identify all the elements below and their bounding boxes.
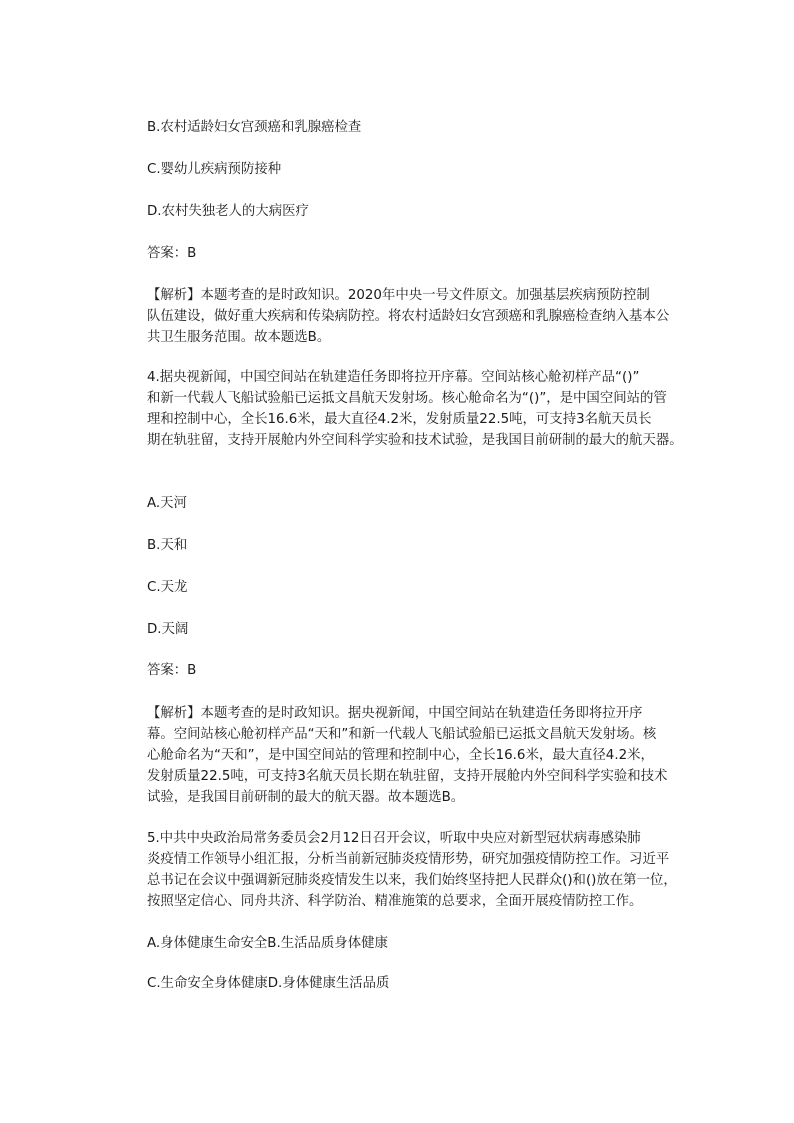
- q3-option-b: B.农村适龄妇女宫颈癌和乳腺癌检查: [147, 120, 362, 135]
- q3-analysis-line: 共卫生服务范围。故本题选B。: [147, 330, 331, 345]
- q4-question-line: 期在轨驻留，支持开展舱内外空间科学实验和技术试验，是我国目前研制的最大的航天器。: [147, 433, 683, 448]
- q4-option-b: B.天和: [147, 538, 188, 553]
- q3-answer: 答案：B: [147, 246, 197, 261]
- q3-option-d: D.农村失独老人的大病医疗: [147, 204, 309, 219]
- q4-answer: 答案：B: [147, 663, 197, 678]
- q4-analysis-line: 【解析】本题考查的是时政知识。据央视新闻，中国空间站在轨建造任务即将拉开序: [147, 706, 643, 721]
- q4-analysis-line: 心舱命名为“天和”，是中国空间站的管理和控制中心，全长16.6米，最大直径4.2米，: [147, 748, 654, 763]
- q5-question-line: 总书记在会议中强调新冠肺炎疫情发生以来，我们始终坚持把人民群众()和()放在第一位，: [147, 873, 677, 888]
- q4-option-d: D.天阔: [147, 622, 189, 637]
- q5-question-line: 炎疫情工作领导小组汇报，分析当前新冠肺炎疫情形势，研究加强疫情防控工作。习近平: [147, 852, 670, 867]
- q3-analysis-line: 【解析】本题考查的是时政知识。2020年中央一号文件原文。加强基层疾病预防控制: [147, 288, 650, 303]
- q5-question-line: 按照坚定信心、同舟共济、科学防治、精准施策的总要求，全面开展疫情防控工作。: [147, 894, 643, 909]
- q4-analysis-line: 试验，是我国目前研制的最大的航天器。故本题选B。: [147, 790, 465, 805]
- q4-option-a: A.天河: [147, 496, 187, 511]
- q5-question-line: 5.中共中央政治局常务委员会2月12日召开会议，听取中央应对新型冠状病毒感染肺: [147, 831, 641, 846]
- q4-analysis-line: 幕。空间站核心舱初样产品“天和”和新一代载人飞船试验船已运抵文昌航天发射场。核: [147, 727, 657, 742]
- q4-question-line: 和新一代载人飞船试验船已运抵文昌航天发射场。核心舱命名为“()”，是中国空间站的管: [147, 391, 667, 406]
- q4-option-c: C.天龙: [147, 580, 188, 595]
- q5-options-cd: C.生命安全身体健康D.身体健康生活品质: [147, 976, 390, 991]
- q4-question-line: 4.据央视新闻，中国空间站在轨建造任务即将拉开序幕。空间站核心舱初样产品“()”: [147, 370, 640, 385]
- q3-option-c: C.婴幼儿疾病预防接种: [147, 162, 282, 177]
- q3-analysis-line: 队伍建设，做好重大疾病和传染病防控。将农村适龄妇女宫颈癌和乳腺癌检查纳入基本公: [147, 309, 670, 324]
- q4-analysis-line: 发射质量22.5吨，可支持3名航天员长期在轨驻留，支持开展舱内外空间科学实验和技术: [147, 769, 668, 784]
- q4-question-line: 理和控制中心，全长16.6米，最大直径4.2米，发射质量22.5吨，可支持3名航天员长: [147, 412, 652, 427]
- q5-options-ab: A.身体健康生命安全B.生活品质身体健康: [147, 936, 388, 951]
